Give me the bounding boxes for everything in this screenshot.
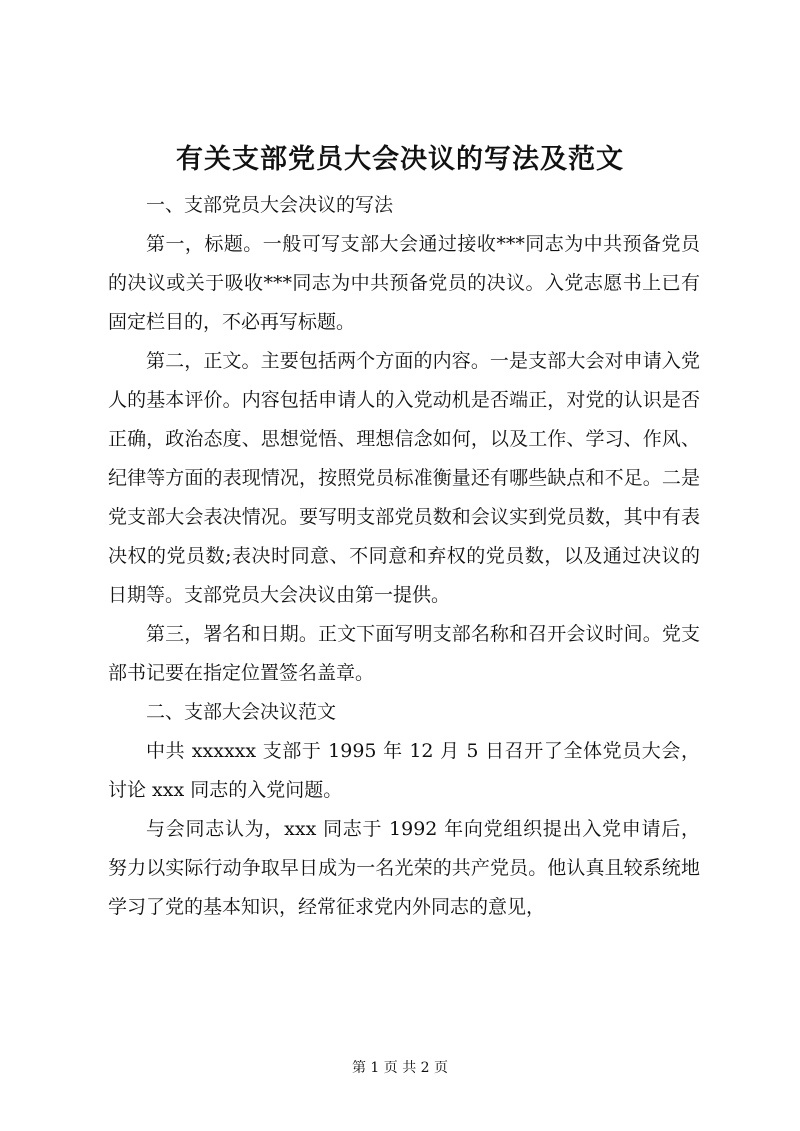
section-heading-1: 一、支部党员大会决议的写法 — [146, 194, 394, 216]
page-footer: 第 1 页 共 2 页 — [351, 1060, 449, 1076]
paragraph-signature-rule: 第三，署名和日期。正文下面写明支部名称和召开会议时间。党支部书记要在指定位置签名盖章。 — [108, 623, 700, 684]
paragraph-sample-body: 与会同志认为，xxx 同志于 1992 年向党组织提出入党申请后，努力以实际行动争取早日成为一名光荣的共产党员。他认真且较系统地学习了党的基本知识，经常征求党内外同志的意见， — [108, 818, 700, 918]
paragraph-title-rule: 第一，标题。一般可写支部大会通过接收***同志为中共预备党员的决议或关于吸收***同志为中共预备党员的决议。入党志愿书上已有固定栏目的，不必再写标题。 — [108, 233, 700, 333]
document-title: 有关支部党员大会决议的写法及范文 — [176, 144, 624, 175]
section-heading-2: 二、支部大会决议范文 — [146, 701, 337, 723]
paragraph-body-rule: 第二，正文。主要包括两个方面的内容。一是支部大会对申请入党人的基本评价。内容包括申请人的入党动机是否端正，对党的认识是否正确，政治态度、思想觉悟、理想信念如何，以及工作、学习、作风、纪律等方面的表现情况，按照党员标准衡量还有哪些缺点和不足。二是党支部大会表决情况。要写明支部党员数和会议实到党员数，其中有表决权的党员数;表决时同意、不同意和弃权的党员数，以及通过决议的日期等。支部党员大会决议由第一提供。 — [108, 350, 700, 606]
document-body — [108, 186, 700, 927]
paragraph-sample-intro: 中共 xxxxxx 支部于 1995 年 12 月 5 日召开了全体党员大会，讨论 xxx 同志的入党问题。 — [108, 740, 700, 801]
